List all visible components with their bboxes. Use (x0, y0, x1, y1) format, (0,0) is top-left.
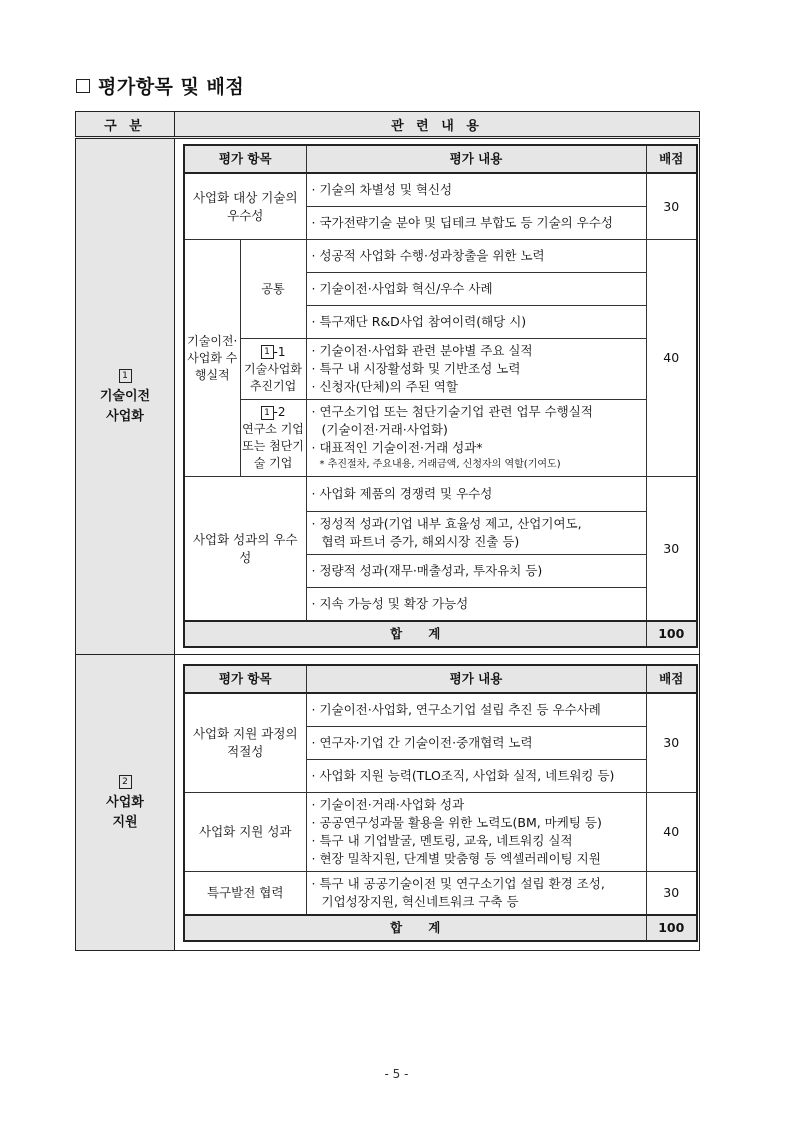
checkbox-square-icon (76, 79, 90, 93)
table-row (184, 339, 697, 400)
eval-subitem: 공통 (240, 240, 306, 339)
outer-header-row (76, 112, 700, 138)
eval-item: 사업화 지원 과정의 적절성 (184, 693, 306, 793)
desc-line: · 공공연구성과물 활용을 위한 노력도(BM, 마케팅 등) (311, 815, 602, 830)
desc-line: · 기술이전·거래·사업화 성과 (311, 797, 465, 812)
section-2-label (76, 655, 175, 951)
section-2-content (175, 655, 700, 951)
eval-score: 40 (646, 240, 697, 477)
subitem-suffix: -1 (273, 344, 286, 359)
desc-line: · 대표적인 기술이전·거래 성과* (311, 440, 483, 455)
eval-desc (306, 872, 646, 916)
table-row (184, 872, 697, 916)
page-title-text: 평가항목 및 배점 (98, 76, 245, 98)
eval-desc: · 기술이전·사업화, 연구소기업 설립 추진 등 우수사례 (306, 693, 646, 727)
eval-desc (306, 400, 646, 477)
table-row (184, 793, 697, 872)
page-number: - 5 - (384, 1067, 409, 1081)
desc-line: 협력 파트너 증가, 해외시장 진출 등) (321, 534, 520, 549)
subitem-number-box: 1 (261, 345, 274, 359)
desc-line: · 특구 내 시장활성화 및 기반조성 노력 (311, 361, 521, 376)
total-row (184, 621, 697, 647)
table-row (184, 240, 697, 273)
eval-score: 30 (646, 477, 697, 622)
page-title (76, 72, 244, 99)
inner-header-item: 평가 항목 (184, 145, 306, 173)
eval-item (184, 240, 240, 477)
desc-line: · 연구소기업 또는 첨단기술기업 관련 업무 수행실적 (311, 404, 593, 419)
eval-desc (306, 339, 646, 400)
eval-desc: · 성공적 사업화 수행·성과창출을 위한 노력 (306, 240, 646, 273)
table-row (184, 477, 697, 512)
desc-note: * 추진절차, 주요내용, 거래금액, 신청자의 역할(기여도) (319, 459, 561, 470)
total-label: 합계 (184, 621, 646, 647)
eval-subitem (240, 400, 306, 477)
desc-line: · 신청자(단체)의 주된 역할 (311, 379, 458, 394)
desc-line: · 정성적 성과(기업 내부 효율성 제고, 산업기여도, (311, 516, 582, 531)
eval-item: 사업화 성과의 우수성 (184, 477, 306, 622)
section-1-content (175, 138, 700, 655)
eval-desc: · 사업화 지원 능력(TLO조직, 사업화 실적, 네트워킹 등) (306, 760, 646, 793)
subitem-number-box: 1 (261, 406, 274, 420)
table-row (184, 173, 697, 207)
eval-desc (306, 512, 646, 555)
inner-header-content: 평가 내용 (306, 145, 646, 173)
section-1-label-line2: 사업화 (106, 408, 144, 424)
eval-desc: · 특구재단 R&D사업 참여이력(해당 시) (306, 306, 646, 339)
section-2-row (76, 655, 700, 951)
desc-line: 기업성장지원, 혁신네트워크 구축 등 (321, 894, 519, 909)
total-label: 합계 (184, 915, 646, 941)
section-1-inner-table (183, 144, 698, 648)
eval-desc: · 사업화 제품의 경쟁력 및 우수성 (306, 477, 646, 512)
subitem-label: 연구소 기업 또는 첨단기술 기업 (242, 422, 304, 470)
total-score: 100 (646, 621, 697, 647)
section-1-label-line1: 기술이전 (99, 388, 151, 404)
eval-item: 사업화 지원 성과 (184, 793, 306, 872)
eval-desc: · 지속 가능성 및 확장 가능성 (306, 588, 646, 622)
section-2-inner-table (183, 664, 698, 942)
section-number-box: 1 (119, 369, 132, 383)
eval-item: 특구발전 협력 (184, 872, 306, 916)
eval-desc: · 연구자·기업 간 기술이전·중개협력 노력 (306, 727, 646, 760)
section-2-label-line2: 지원 (112, 814, 138, 830)
total-score: 100 (646, 915, 697, 941)
eval-item: 사업화 대상 기술의 우수성 (184, 173, 306, 240)
section-2-label-line1: 사업화 (106, 794, 144, 810)
eval-score: 40 (646, 793, 697, 872)
desc-line: · 기술이전·사업화 관련 분야별 주요 실적 (311, 343, 533, 358)
section-number-box: 2 (119, 775, 132, 789)
header-category: 구 분 (76, 112, 175, 138)
subitem-suffix: -2 (273, 405, 286, 419)
inner-header-row (184, 145, 697, 173)
inner-header-score: 배점 (646, 665, 697, 693)
total-row (184, 915, 697, 941)
eval-desc: · 국가전략기술 분야 및 딥테크 부합도 등 기술의 우수성 (306, 207, 646, 240)
eval-desc (306, 793, 646, 872)
inner-header-score: 배점 (646, 145, 697, 173)
eval-desc: · 정량적 성과(재무·매출성과, 투자유치 등) (306, 555, 646, 588)
header-content: 관 련 내 용 (175, 112, 700, 138)
eval-desc: · 기술이전·사업화 혁신/우수 사례 (306, 273, 646, 306)
desc-line: · 특구 내 기업발굴, 멘토링, 교육, 네트워킹 실적 (311, 833, 573, 848)
eval-score: 30 (646, 173, 697, 240)
eval-score: 30 (646, 693, 697, 793)
desc-line: · 현장 밀착지원, 단계별 맞춤형 등 엑셀러레이팅 지원 (311, 851, 601, 866)
table-row (184, 693, 697, 727)
inner-header-row (184, 665, 697, 693)
inner-header-content: 평가 내용 (306, 665, 646, 693)
section-1-row (76, 138, 700, 655)
eval-desc: · 기술의 차별성 및 혁신성 (306, 173, 646, 207)
desc-line: · 특구 내 공공기술이전 및 연구소기업 설립 환경 조성, (311, 876, 605, 891)
table-row (184, 400, 697, 477)
eval-item-label: 기술이전·사업화 수행실적 (187, 333, 238, 382)
evaluation-table (75, 111, 700, 951)
desc-line: (기술이전·거래·사업화) (321, 422, 448, 437)
eval-subitem (240, 339, 306, 400)
eval-score: 30 (646, 872, 697, 916)
subitem-label: 기술사업화 추진기업 (244, 361, 302, 393)
section-1-label (76, 138, 175, 655)
inner-header-item: 평가 항목 (184, 665, 306, 693)
